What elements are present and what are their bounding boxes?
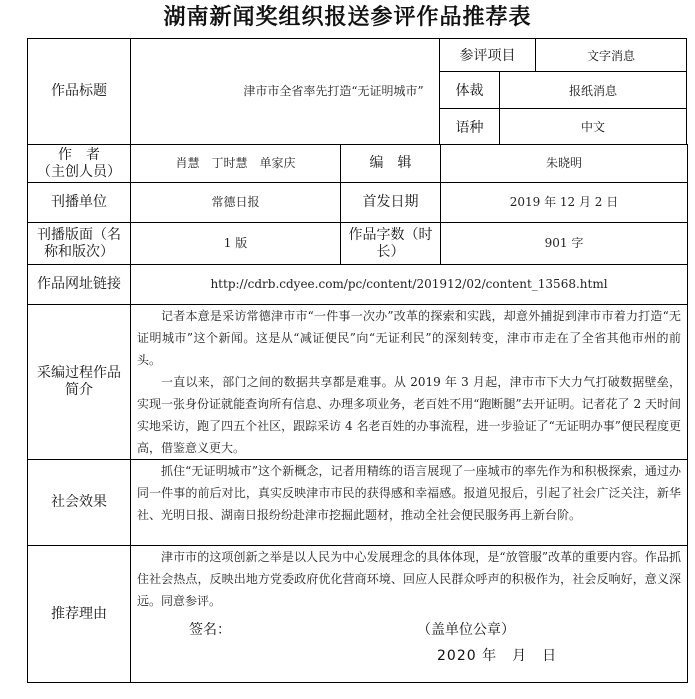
label-first-date: 首发日期 [341, 183, 441, 223]
label-editor: 编 辑 [341, 145, 441, 183]
value-edition: 1 版 [131, 223, 341, 265]
value-first-date: 2019 年 12 月 2 日 [441, 183, 688, 223]
process-paragraph-2: 一直以来，部门之间的数据共享都是难事。从 2019 年 3 月起，津市市下大力气打破数据壁垒，实现一张身份证就能查询所有信息、办理多项业务，老百姓不用“跑断腿”去开证明。记者花了 2 天时间实地采访，跑了四五个社区，跟踪采访 4 名老百姓的办事流程，进一步验证了“无证明办事”便民程度更高，借鉴意义更大。 [137, 375, 681, 455]
effect-paragraph: 抓住“无证明城市”这个新概念，记者用精练的语言展现了一座城市的率先作为和积极探索，通过办同一件事的前后对比，真实反映津市市民的获得感和幸福感。报道见报后，引起了社会广泛关注，新华社、光明日报、湖南日报纷纷赴津市挖掘此题材，推动全社会便民服务再上新台阶。 [137, 464, 681, 522]
label-author [28, 145, 131, 183]
label-work-title: 作品标题 [28, 39, 131, 145]
value-authors: 肖慧 丁时慧 单家庆 [131, 145, 341, 183]
category-subgrid [439, 38, 687, 145]
process-cell [131, 305, 688, 460]
value-word-count: 901 字 [441, 223, 688, 265]
value-publisher: 常德日报 [131, 183, 341, 223]
signature-date: 2020 年 月 日 [437, 648, 558, 664]
value-editor: 朱晓明 [441, 145, 688, 183]
label-category-item: 参评项目 [439, 38, 536, 72]
label-publisher: 刊播单位 [28, 183, 131, 223]
label-effect: 社会效果 [28, 460, 131, 546]
label-author-line1: 作 者 [58, 146, 100, 163]
label-process: 采编过程作品简介 [28, 305, 131, 460]
signature-label: 签名： [189, 622, 231, 638]
page-title: 湖南新闻奖组织报送参评作品推荐表 [163, 4, 532, 30]
label-author-line2: （主创人员） [37, 163, 121, 180]
effect-cell [131, 460, 688, 546]
value-work-title: 津市市全省率先打造“无证明城市” [131, 39, 537, 145]
stamp-label: （盖单位公章） [417, 622, 515, 638]
value-genre: 报纸消息 [499, 71, 687, 109]
label-genre: 体裁 [439, 71, 500, 109]
label-reason: 推荐理由 [28, 546, 131, 683]
label-language: 语种 [439, 108, 500, 145]
value-url[interactable]: http://cdrb.cdyee.com/pc/content/201912/02/content_13568.html [131, 265, 688, 305]
reason-cell [131, 546, 688, 683]
value-language: 中文 [499, 108, 687, 145]
label-word-count: 作品字数（时长） [341, 223, 441, 265]
signature-block [137, 612, 681, 682]
reason-paragraph: 津市市的这项创新之举是以人民为中心发展理念的具体体现，是“放管服”改革的重要内容。作品抓住社会热点，反映出地方党委政府优化营商环境、回应人民群众呼声的积极作为，社会反响好，意义深远。同意参评。 [137, 550, 681, 608]
value-category-item: 文字消息 [535, 38, 687, 72]
label-url: 作品网址链接 [28, 265, 131, 305]
process-paragraph-1: 记者本意是采访常德津市市“一件事一次办”改革的探索和实践，却意外捕捉到津市市着力打造“无证明城市”这个新闻。这是从“减证便民”向“无证利民”的深刻转变，津市市走在了全省其他市州的前头。 [137, 309, 681, 367]
label-edition: 刊播版面（名称和版次） [28, 223, 131, 265]
